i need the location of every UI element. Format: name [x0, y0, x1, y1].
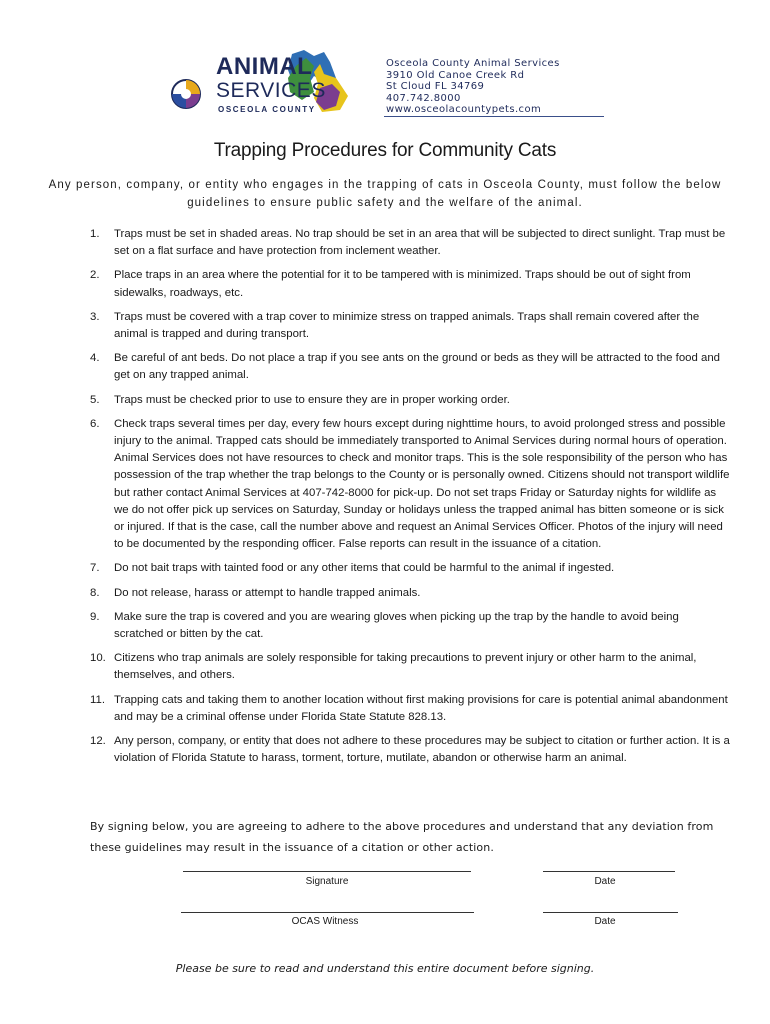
logo-word-county: OSCEOLA COUNTY [218, 105, 316, 114]
item-text: Be careful of ant beds. Do not place a trap if you see ants on the ground or beds as they will be attracted to the food and get on any trapped animal. [114, 352, 720, 382]
item-number: 7. [90, 562, 100, 575]
item-text: Do not release, harass or attempt to handle trapped animals. [114, 586, 421, 599]
item-text: Any person, company, or entity that does not adhere to these procedures may be subject to citation or further action. It is a violation of Florida Statute to harass, torment, torture, mutilate, abandon or otherwise harm an animal. [114, 735, 730, 765]
item-text: Traps must be checked prior to use to ensure they are in proper working order. [114, 393, 510, 406]
document-header [0, 0, 770, 130]
item-number: 10. [90, 652, 106, 665]
procedure-list [90, 226, 730, 774]
item-text: Make sure the trap is covered and you are wearing gloves when picking up the trap by the handle to avoid being scratched or bitten by the cat. [114, 610, 679, 641]
item-text: Do not bait traps with tainted food or any other items that could be harmful to the animal if ingested. [114, 562, 615, 575]
list-item [90, 309, 730, 343]
page-title: Trapping Procedures for Community Cats [213, 140, 557, 161]
contact-website[interactable]: www.osceolacountypets.com [386, 104, 542, 115]
item-text: Check traps several times per day, every few hours except during nighttime hours, to avoid prolonged stress and possible injury to the animal. Trapped cats should be immediately transported to Animal Services during normal hours of operation. Animal Services does not have resources to check and monitor traps. This is the sole responsibility of the person who has possession of the trap whether the trap belongs to the County or is personally owned. Citizens should not transport wildlife but rather contact Animal Services at 407-742-8000 for pick-up. Do not set traps Friday or Saturday nights for wildlife as we do not offer pick up services on Saturday, Sunday or holidays unless the trapped animal has bitten someone or is sick or injured. If that is the case, call the number above and request an Animal Services Officer. Photos of the injury will need to be documented by the responding officer. False reports can result in the issuance of a citation. [114, 417, 730, 551]
item-number: 9. [90, 610, 100, 623]
item-text: Citizens who trap animals are solely responsible for taking precautions to prevent injury or other harm to the animal, themselves, and others. [114, 652, 697, 682]
item-number: 12. [90, 735, 106, 748]
item-text: Traps must be covered with a trap cover to minimize stress on trapped animals. Traps shall remain covered after the animal is trapped and during transport. [114, 310, 700, 341]
list-item [90, 585, 730, 602]
date-label-1: Date [594, 876, 616, 887]
date-line-2[interactable] [543, 912, 678, 913]
item-text: Trapping cats and taking them to another location without first making provisions for care is potential animal abandonment and may be a criminal offense under Florida State Statute 828.13. [114, 693, 728, 723]
list-item [90, 650, 730, 684]
contact-block [386, 58, 560, 116]
list-item [90, 560, 730, 577]
list-item [90, 733, 730, 767]
item-number: 4. [90, 352, 100, 365]
footer-note: Please be sure to read and understand this entire document before signing. [175, 962, 595, 975]
logo-word-services: SERVICES [216, 79, 326, 102]
list-item [90, 609, 730, 643]
item-number: 3. [90, 310, 100, 323]
date-label-2: Date [594, 916, 616, 927]
logo-word-animal: ANIMAL [216, 53, 313, 80]
intro-paragraph: Any person, company, or entity who engages in the trapping of cats in Osceola County, must follow the below guidelines to ensure public safety and the welfare of the animal. [48, 179, 722, 209]
item-number: 2. [90, 269, 100, 282]
list-item [90, 692, 730, 726]
agreement-paragraph: By signing below, you are agreeing to adhere to the above procedures and understand that any deviation from these guidelines may result in the issuance of a citation or other action. [90, 820, 714, 854]
contact-underline [384, 116, 604, 117]
contact-phone: 407.742.8000 [386, 92, 461, 104]
item-number: 8. [90, 586, 100, 599]
list-item [90, 226, 730, 260]
item-text: Place traps in an area where the potential for it to be tampered with is minimized. Traps should be out of sight from sidewalks, roadways, etc. [114, 269, 691, 299]
contact-street: 3910 Old Canoe Creek Rd [386, 69, 525, 81]
signature-line[interactable] [183, 871, 471, 872]
date-line-1[interactable] [543, 871, 675, 872]
item-number: 11. [90, 693, 105, 706]
item-text: Traps must be set in shaded areas. No trap should be set in an area that will be subjected to direct sunlight. Trap must be set on a flat surface and have protection from inclement weather. [114, 228, 726, 258]
list-item [90, 350, 730, 384]
animal-services-logo [164, 48, 364, 122]
list-item [90, 267, 730, 301]
contact-city: St Cloud FL 34769 [386, 81, 485, 92]
witness-line[interactable] [181, 912, 474, 913]
item-number: 5. [90, 393, 100, 406]
item-number: 1. [90, 228, 100, 240]
list-item [90, 392, 730, 409]
signature-label: Signature [305, 876, 349, 887]
witness-label: OCAS Witness [291, 916, 359, 927]
item-number: 6. [90, 417, 100, 430]
list-item [90, 416, 730, 554]
contact-org-name: Osceola County Animal Services [386, 58, 560, 69]
